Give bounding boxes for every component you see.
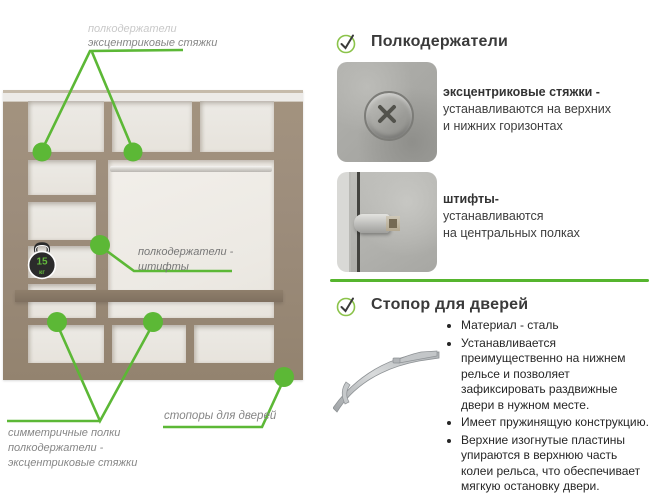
- door-stopper-illustration: [333, 330, 445, 418]
- section-title-shelf-holders: Полкодержатели: [371, 33, 508, 50]
- compartment-top-right: [200, 101, 274, 152]
- compartment-left-2: [28, 202, 96, 240]
- compartment-bottom-left: [28, 325, 104, 363]
- wardrobe-plinth: [15, 290, 283, 302]
- compartment-top-middle: [112, 101, 192, 152]
- item-title-pin: штифты-: [443, 192, 499, 206]
- item-title-eccentric: эксцентриковые стяжки -: [443, 85, 600, 99]
- pin-photo: [337, 172, 437, 272]
- item-line1-pin: устанавливаются: [443, 209, 544, 223]
- door-stopper-bullet-list: [447, 318, 651, 497]
- annotation-top-line1: полкодержатели: [88, 23, 177, 35]
- item-line2-eccentric: и нижних горизонтах: [443, 119, 563, 133]
- bullet-plates: • Верхние изогнутые пластины упираются в верхнюю часть колеи рельса, что обеспечивает мягкую остановку двери.: [461, 433, 651, 495]
- item-line1-eccentric: устанавливаются на верхних: [443, 102, 611, 116]
- item-text-pin: [443, 191, 580, 242]
- annotation-bottom-left-line2: полкодержатели -: [8, 442, 104, 454]
- item-text-eccentric: [443, 84, 611, 135]
- item-line2-pin: на центральных полках: [443, 226, 580, 240]
- pin-body: [354, 214, 390, 233]
- compartment-left-1: [28, 160, 96, 195]
- compartment-bottom-right: [194, 325, 274, 363]
- wardrobe-illustration: [3, 90, 303, 380]
- annotation-door-stoppers: стопоры для дверей: [164, 410, 277, 422]
- hanging-rail: [110, 166, 272, 172]
- check-icon: [336, 32, 358, 54]
- weight-value: 15: [36, 256, 48, 268]
- compartment-bottom-middle: [112, 325, 186, 363]
- annotation-top-line2: эксцентриковые стяжки: [88, 37, 218, 49]
- bullet-material: • Материал - сталь: [461, 318, 651, 334]
- annotation-bottom-left-line3: эксцентриковые стяжки: [8, 457, 138, 469]
- compartment-top-left: [28, 101, 104, 152]
- bullet-install: • Устанавливается преимущественно на нижнем рельсе и позволяет зафиксировать раздвижные двери в нужном месте.: [461, 336, 651, 414]
- weight-badge: [26, 242, 58, 280]
- cam-cross-slot: [377, 104, 397, 124]
- section-divider: [330, 279, 649, 282]
- pin-hole: [389, 219, 397, 228]
- annotation-center-line2: штифты: [138, 261, 189, 273]
- weight-unit: кг: [39, 269, 45, 276]
- eccentric-cam-photo: [337, 62, 437, 162]
- check-icon-2: [336, 295, 358, 317]
- bullet-spring: • Имеет пружинящую конструкцию.: [461, 415, 651, 431]
- annotation-bottom-left-line1: симметричные полки: [8, 427, 121, 439]
- section-title-door-stopper: Стопор для дверей: [371, 296, 529, 313]
- annotation-center-line1: полкодержатели -: [138, 246, 234, 258]
